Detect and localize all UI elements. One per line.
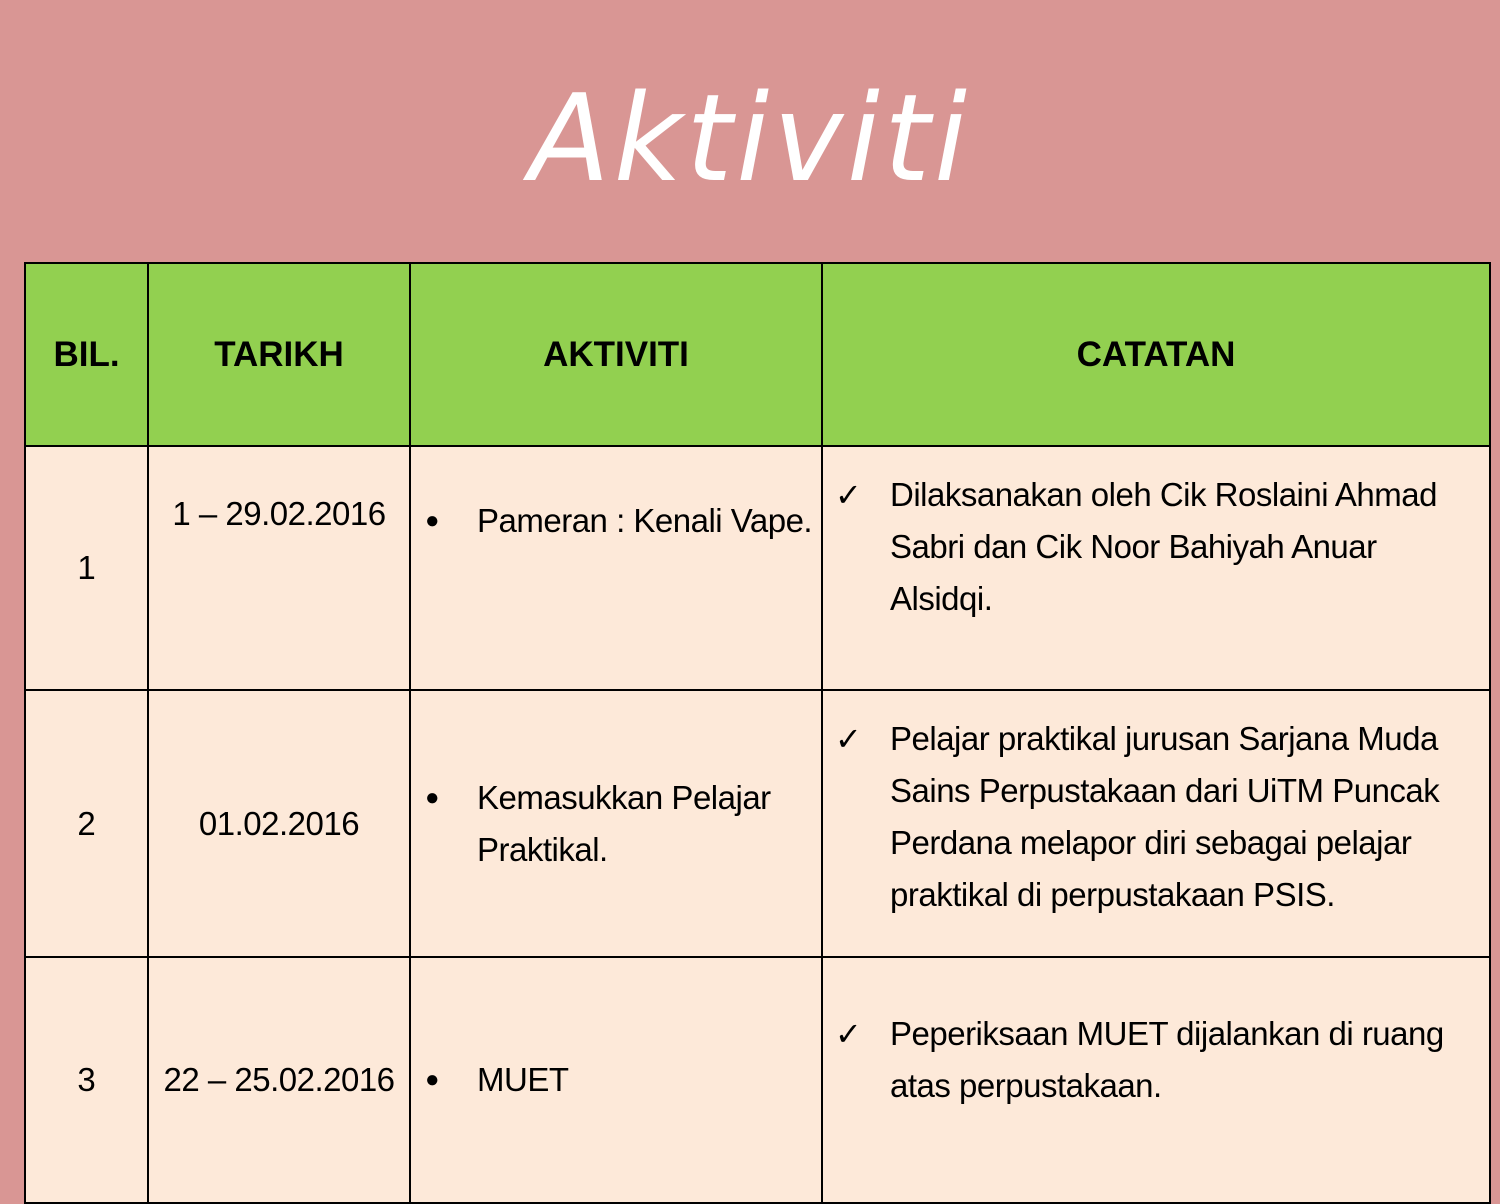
catatan-text: Dilaksanakan oleh Cik Roslaini Ahmad Sabri dan Cik Noor Bahiyah Anuar Alsidqi. <box>890 476 1437 617</box>
table-row <box>25 690 1490 957</box>
table-row <box>25 957 1490 1203</box>
cell-catatan <box>822 957 1490 1203</box>
cell-aktiviti <box>410 690 822 957</box>
cell-bil: 2 <box>25 690 148 957</box>
cell-bil: 1 <box>25 446 148 690</box>
header-tarikh: TARIKH <box>148 263 410 446</box>
cell-bil: 3 <box>25 957 148 1203</box>
bullet-dot-icon: ● <box>425 507 440 534</box>
cell-catatan <box>822 446 1490 690</box>
aktiviti-text: Pameran : Kenali Vape. <box>477 502 813 539</box>
slide-title: Aktiviti <box>529 67 971 209</box>
checkmark-icon: ✓ <box>835 476 862 514</box>
table-header-row <box>25 263 1490 446</box>
cell-aktiviti <box>410 446 822 690</box>
aktiviti-text: Kemasukkan Pelajar Praktikal. <box>477 778 771 868</box>
bullet-dot-icon: ● <box>425 783 440 811</box>
checkmark-icon: ✓ <box>835 1015 862 1053</box>
cell-tarikh: 22 – 25.02.2016 <box>148 957 410 1203</box>
catatan-text: Peperiksaan MUET dijalankan di ruang atas perpustakaan. <box>890 1015 1444 1104</box>
header-catatan: CATATAN <box>822 263 1490 446</box>
cell-tarikh: 1 – 29.02.2016 <box>148 446 410 690</box>
header-bil: BIL. <box>25 263 148 446</box>
catatan-text: Pelajar praktikal jurusan Sarjana Muda Sains Perpustakaan dari UiTM Puncak Perdana melapor diri sebagai pelajar praktikal di perpustakaan PSIS. <box>890 720 1440 913</box>
activity-table <box>24 262 1491 1204</box>
bullet-dot-icon: ● <box>425 1066 440 1093</box>
checkmark-icon: ✓ <box>835 720 862 758</box>
cell-tarikh: 01.02.2016 <box>148 690 410 957</box>
cell-aktiviti <box>410 957 822 1203</box>
header-aktiviti: AKTIVITI <box>410 263 822 446</box>
aktiviti-text: MUET <box>477 1061 569 1098</box>
cell-catatan <box>822 690 1490 957</box>
table-row <box>25 446 1490 690</box>
